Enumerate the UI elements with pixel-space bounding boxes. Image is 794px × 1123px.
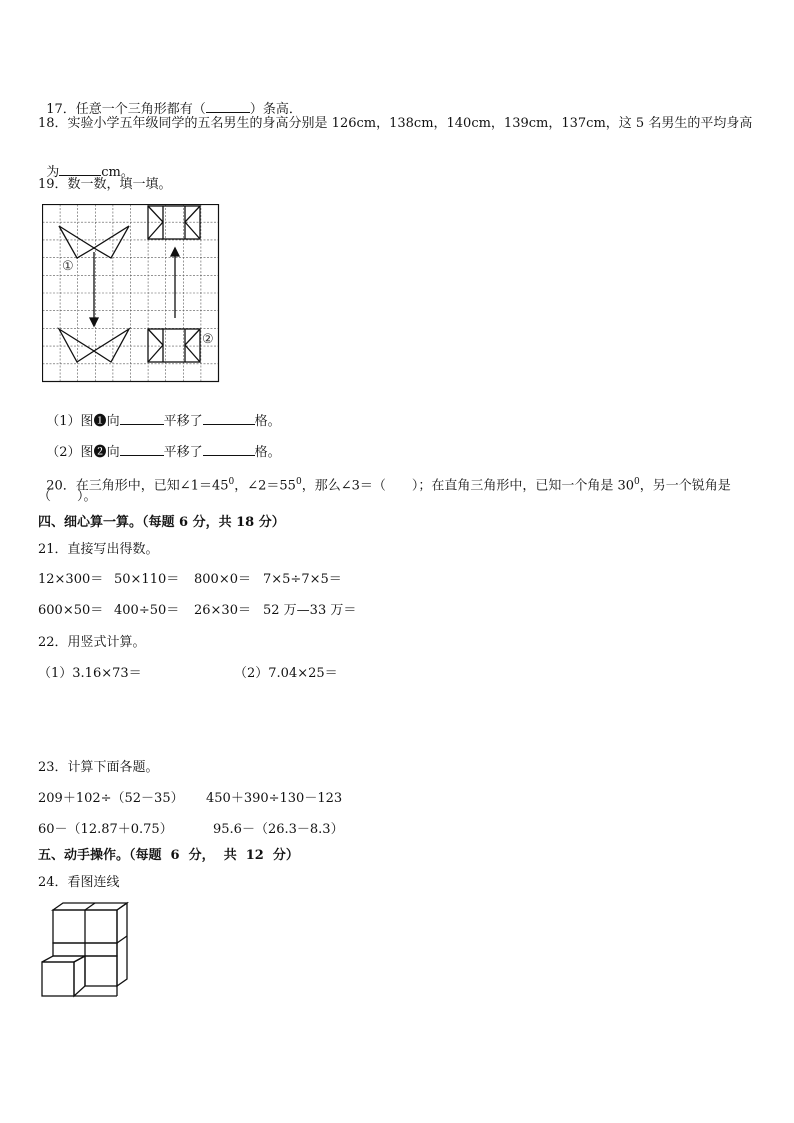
q17-text-before: 17．任意一个三角形都有（ (46, 102, 206, 117)
figure-label-1: ① (62, 259, 74, 274)
bowtie-square-bottom (148, 329, 200, 362)
arrow-up-icon (171, 248, 179, 318)
stacked-cubes-figure (38, 900, 132, 1000)
q21-row2-item1: 600×50＝ (38, 603, 104, 618)
question-21-title: 21．直接写出得数。 (38, 542, 159, 557)
q20-sup2: 0 (295, 477, 302, 487)
q19-sub1-end: 格。 (254, 414, 281, 429)
q19-sub1-mid2: 平移了 (163, 414, 203, 429)
q23-row2-item1: 60－（12.87＋0.75） (38, 822, 173, 837)
section-5-heading: 五、动手操作。（每题 6 分， 共 12 分） (38, 848, 299, 863)
question-22-title: 22．用竖式计算。 (38, 635, 146, 650)
q18-answer-blank[interactable] (59, 163, 101, 176)
q22-item1: （1）3.16×73＝ (38, 666, 142, 681)
q19-sub2-count-blank[interactable] (203, 443, 255, 456)
q19-sub2-mid2: 平移了 (163, 445, 203, 460)
q17-answer-blank[interactable] (206, 100, 250, 113)
q19-sub2-prefix: （2）图 (46, 445, 94, 460)
q19-sub2-circled: ❷ (93, 445, 107, 460)
q20-sup3: 0 (634, 477, 640, 487)
q19-sub1-mid1: 向 (106, 414, 120, 429)
q19-sub2-direction-blank[interactable] (120, 443, 164, 456)
question-18-line2 (38, 147, 134, 181)
question-19-title: 19．数一数，填一填。 (38, 177, 172, 192)
q20-part3: ，那么∠3＝（ ）；在直角三角形中，已知一个角是 30 (301, 478, 635, 494)
q19-sub1-count-blank[interactable] (203, 412, 255, 425)
question-24-title: 24．看图连线 (38, 875, 120, 890)
q19-sub1-prefix: （1）图 (46, 414, 94, 429)
q23-row2-item2: 95.6－（26.3－8.3） (213, 822, 344, 837)
arrow-down-icon (90, 252, 98, 326)
q21-row2-item3: 26×30＝ (194, 603, 251, 618)
question-18-line1: 18．实验小学五年级同学的五名男生的身高分别是 126cm，138cm，140cm，139cm，137cm，这 5 名男生的平均身高 (38, 116, 753, 131)
q17-text-after: ）条高． (249, 102, 302, 117)
question-20-line1 (38, 458, 731, 494)
q20-part1: 20．在三角形中，已知∠1＝45 (46, 478, 229, 494)
q18-line2-before: 为 (46, 165, 60, 180)
cube-outline (42, 903, 127, 996)
question-17 (38, 84, 302, 118)
translation-grid-figure (42, 204, 220, 384)
q21-row1-item2: 50×110＝ (114, 572, 180, 587)
question-19-sub1 (38, 396, 281, 430)
question-20-line2: （ ）。 (38, 489, 97, 504)
q19-sub2-mid1: 向 (106, 445, 120, 460)
q21-row2-item2: 400÷50＝ (114, 603, 180, 618)
butterfly-shape-bottom (59, 329, 129, 362)
q21-row1-item4: 7×5÷7×5＝ (263, 572, 342, 587)
question-23-title: 23．计算下面各题。 (38, 760, 159, 775)
q18-line2-after: cm。 (101, 165, 134, 180)
q19-sub1-direction-blank[interactable] (120, 412, 164, 425)
figure-label-2: ② (202, 332, 214, 347)
q21-row2-item4: 52 万—33 万＝ (263, 603, 357, 618)
grid (43, 205, 219, 382)
q19-sub2-end: 格。 (254, 445, 281, 460)
section-4-heading: 四、细心算一算。（每题 6 分，共 18 分） (38, 515, 285, 530)
q20-part4: ，另一个锐角是 (639, 478, 731, 494)
q21-row1-item3: 800×0＝ (194, 572, 251, 587)
q20-sup1: 0 (228, 477, 235, 487)
q22-item2: （2）7.04×25＝ (234, 666, 338, 681)
q20-part2: ，∠2＝55 (234, 478, 296, 494)
question-19-sub2 (38, 427, 281, 461)
q23-row1-item2: 450＋390÷130－123 (206, 791, 343, 806)
q19-sub1-circled: ❶ (93, 414, 107, 429)
q21-row1-item1: 12×300＝ (38, 572, 104, 587)
q23-row1-item1: 209＋102÷（52－35） (38, 791, 184, 806)
